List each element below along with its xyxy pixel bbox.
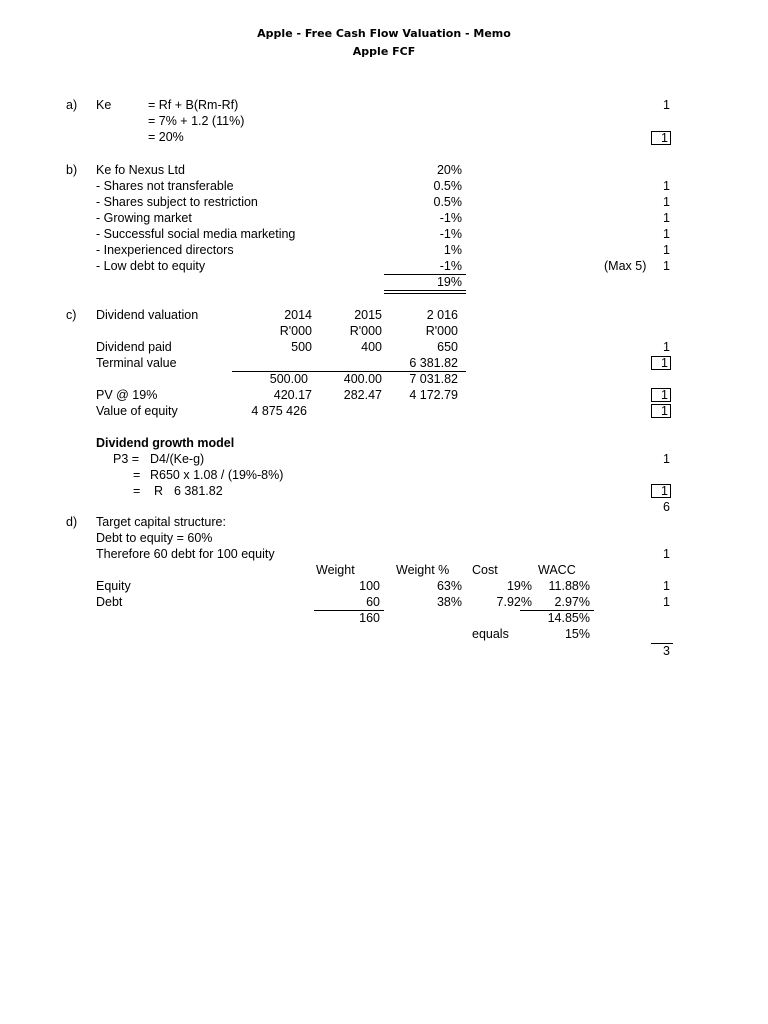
ke-adjustment-label: - Low debt to equity (96, 259, 206, 273)
dividend-value: 500 (291, 340, 312, 354)
dgm-lhs: P3 = (113, 452, 140, 466)
section-a-label: a) (66, 98, 78, 112)
document-title: Apple - Free Cash Flow Valuation - Memo (257, 27, 511, 40)
capital-structure-heading: Target capital structure: (96, 515, 226, 529)
pv-label: PV @ 19% (96, 388, 158, 402)
ke-adjustment-label: - Growing market (96, 211, 192, 225)
subtotal-value: 400.00 (343, 372, 382, 386)
dgm-equals: = (133, 484, 141, 498)
weight-value: 100 (359, 579, 380, 593)
column-header-weight-pct: Weight % (396, 563, 450, 577)
dividend-growth-model-title: Dividend growth model (96, 436, 235, 450)
mark-box: 1 (651, 388, 671, 402)
mark-box: 1 (651, 404, 671, 418)
ke-adjustment-label: Ke fo Nexus Ltd (96, 163, 185, 177)
ke-adjustment-label: - Shares not transferable (96, 179, 234, 193)
pv-value: 420.17 (273, 388, 312, 402)
dividend-value: 400 (361, 340, 382, 354)
column-header-weight: Weight (316, 563, 355, 577)
rounded-wacc: 15% (564, 627, 590, 641)
year-header: 2 016 (426, 308, 458, 322)
subtotal-value: 500.00 (269, 372, 308, 386)
currency-symbol: R (154, 484, 164, 498)
mark: 1 (663, 579, 670, 593)
dgm-formula: D4/(Ke-g) (150, 452, 205, 466)
dgm-equals: = (133, 468, 141, 482)
mark: 1 (663, 595, 670, 609)
mark: 1 (663, 243, 670, 257)
debt-to-equity: Debt to equity = 60% (96, 531, 213, 545)
ke-result: = 20% (148, 130, 184, 144)
ke-adjustment-label: - Shares subject to restriction (96, 195, 258, 209)
section-total: 3 (663, 644, 670, 658)
ke-adjustment-value: -1% (439, 227, 462, 241)
section-total: 6 (663, 500, 670, 514)
terminal-value: 6 381.82 (409, 356, 458, 370)
ke-adjustment-value: 0.5% (433, 179, 462, 193)
mark: 1 (663, 211, 670, 225)
value-of-equity: 4 875 426 (251, 404, 307, 418)
ke-substitution: = 7% + 1.2 (11%) (148, 114, 245, 128)
year-header: 2014 (284, 308, 312, 322)
total-wacc: 14.85% (547, 611, 590, 625)
dgm-substitution: R650 x 1.08 / (19%-8%) (150, 468, 284, 482)
year-header: 2015 (354, 308, 382, 322)
mark: 1 (663, 195, 670, 209)
ke-adjustment-value: 1% (443, 243, 462, 257)
pv-value: 282.47 (343, 388, 382, 402)
value-of-equity-label: Value of equity (96, 404, 178, 418)
debt-equity-ratio-note: Therefore 60 debt for 100 equity (96, 547, 275, 561)
adjusted-ke-total: 19% (436, 275, 462, 289)
cost-value: 19% (506, 579, 532, 593)
dividend-paid-label: Dividend paid (96, 340, 172, 354)
max-note: (Max 5) (604, 259, 647, 273)
ke-adjustment-label: - Successful social media marketing (96, 227, 296, 241)
wacc-row-label: Debt (96, 595, 123, 609)
ke-adjustment-value: 20% (436, 163, 462, 177)
section-c-label: c) (66, 308, 77, 322)
mark: 1 (663, 259, 670, 273)
document-subtitle: Apple FCF (352, 45, 416, 58)
double-rule (384, 290, 466, 294)
ke-label: Ke (96, 98, 112, 112)
wacc-value: 11.88% (548, 579, 590, 593)
column-header-cost: Cost (472, 563, 498, 577)
ke-adjustment-value: -1% (439, 259, 462, 273)
ke-adjustment-label: - Inexperienced directors (96, 243, 234, 257)
unit-header: R'000 (279, 324, 312, 338)
terminal-value-label: Terminal value (96, 356, 177, 370)
mark: 1 (663, 340, 670, 354)
pv-value: 4 172.79 (409, 388, 458, 402)
unit-header: R'000 (425, 324, 458, 338)
mark: 1 (663, 452, 670, 466)
wacc-value: 2.97% (554, 595, 590, 609)
mark-box: 1 (651, 131, 671, 145)
mark: 1 (663, 547, 670, 561)
dividend-value: 650 (437, 340, 458, 354)
mark: 1 (663, 179, 670, 193)
column-header-wacc: WACC (538, 563, 576, 577)
mark: 1 (663, 227, 670, 241)
weight-pct-value: 63% (436, 579, 462, 593)
weight-value: 60 (366, 595, 380, 609)
subtotal-value: 7 031.82 (409, 372, 458, 386)
dgm-result: 6 381.82 (174, 484, 223, 498)
dividend-valuation-title: Dividend valuation (96, 308, 199, 322)
ke-formula: = Rf + B(Rm-Rf) (148, 98, 239, 112)
wacc-row-label: Equity (96, 579, 131, 593)
weight-pct-value: 38% (436, 595, 462, 609)
mark-box: 1 (651, 356, 671, 370)
cost-value: 7.92% (496, 595, 532, 609)
ke-adjustment-value: 0.5% (433, 195, 462, 209)
section-d-label: d) (66, 515, 78, 529)
section-b-label: b) (66, 163, 78, 177)
mark: 1 (663, 98, 670, 112)
unit-header: R'000 (349, 324, 382, 338)
equals-label: equals (472, 627, 509, 641)
mark-box: 1 (651, 484, 671, 498)
total-weight: 160 (359, 611, 380, 625)
ke-adjustment-value: -1% (439, 211, 462, 225)
